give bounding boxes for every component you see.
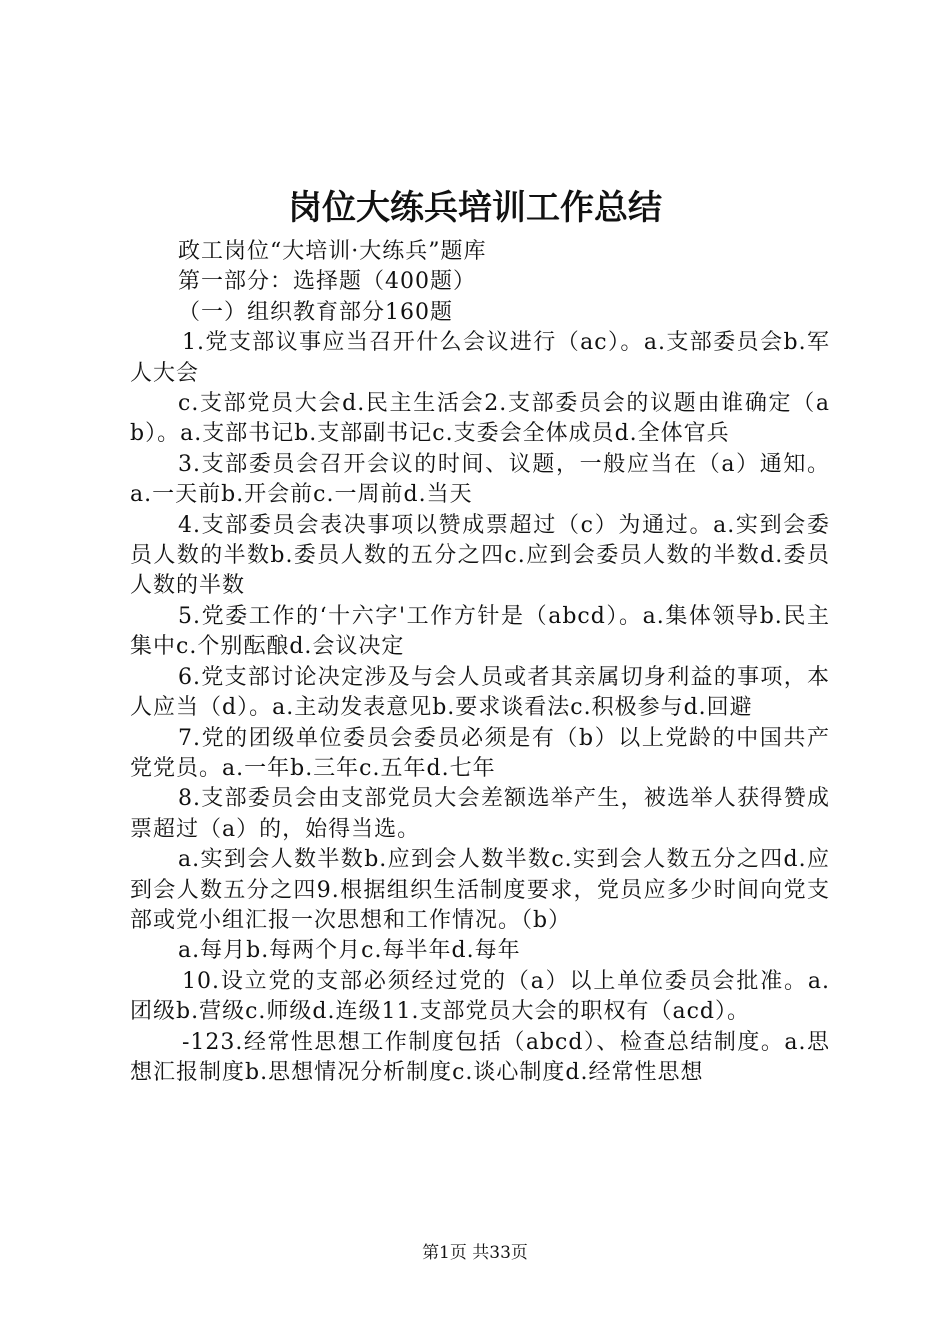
paragraph: 5.党委工作的‘十六字'工作方针是（abcd）。a.集体领导b.民主集中c.个别酝酿d.会议决定 (130, 603, 830, 660)
page-footer: 第1页 共33页 (422, 1243, 528, 1263)
paragraph: 8.支部委员会由支部党员大会差额选举产生，被选举人获得赞成票超过（a）的，始得当选。 (130, 786, 830, 842)
paragraph: 3.支部委员会召开会议的时间、议题，一般应当在（a）通知。a.一天前b.开会前c.一周前d.当天 (130, 451, 830, 508)
paragraph: 第一部分：选择题（400题） (178, 269, 476, 295)
paragraph: 1.党支部议事应当召开什么会议进行（ac）。a.支部委员会b.军人大会 (130, 330, 830, 386)
document-title: 岗位大练兵培训工作总结 (288, 188, 662, 228)
paragraph: 6.党支部讨论决定涉及与会人员或者其亲属切身利益的事项，本人应当（d）。a.主动发表意见b.要求谈看法c.积极参与d.回避 (130, 664, 830, 721)
paragraph: c.支部党员大会d.民主生活会2.支部委员会的议题由谁确定（ab）。a.支部书记b.支部副书记c.支委会全体成员d.全体官兵 (130, 391, 830, 447)
paragraph: 7.党的团级单位委员会委员必须是有（b）以上党龄的中国共产党党员。a.一年b.三年c.五年d.七年 (130, 725, 830, 781)
paragraph: -123.经常性思想工作制度包括（abcd）、检查总结制度。a.思想汇报制度b.思想情况分析制度c.谈心制度d.经常性思想 (130, 1029, 830, 1085)
paragraph: （一）组织教育部分160题 (178, 299, 453, 325)
paragraph: 4.支部委员会表决事项以赞成票超过（c）为通过。a.实到会委员人数的半数b.委员人数的五分之四c.应到会委员人数的半数d.委员人数的半数 (130, 512, 830, 599)
document-body (130, 237, 830, 1088)
paragraph: 政工岗位“大培训·大练兵”题库 (178, 239, 487, 264)
paragraph: a.每月b.每两个月c.每半年d.每年 (178, 938, 521, 964)
paragraph: 10.设立党的支部必须经过党的（a）以上单位委员会批准。a.团级b.营级c.师级d.连级11.支部党员大会的职权有（acd）。 (130, 968, 830, 1025)
paragraph: a.实到会人数半数b.应到会人数半数c.实到会人数五分之四d.应到会人数五分之四9.根据组织生活制度要求，党员应多少时间向党支部或党小组汇报一次思想和工作情况。（b） (130, 847, 830, 933)
